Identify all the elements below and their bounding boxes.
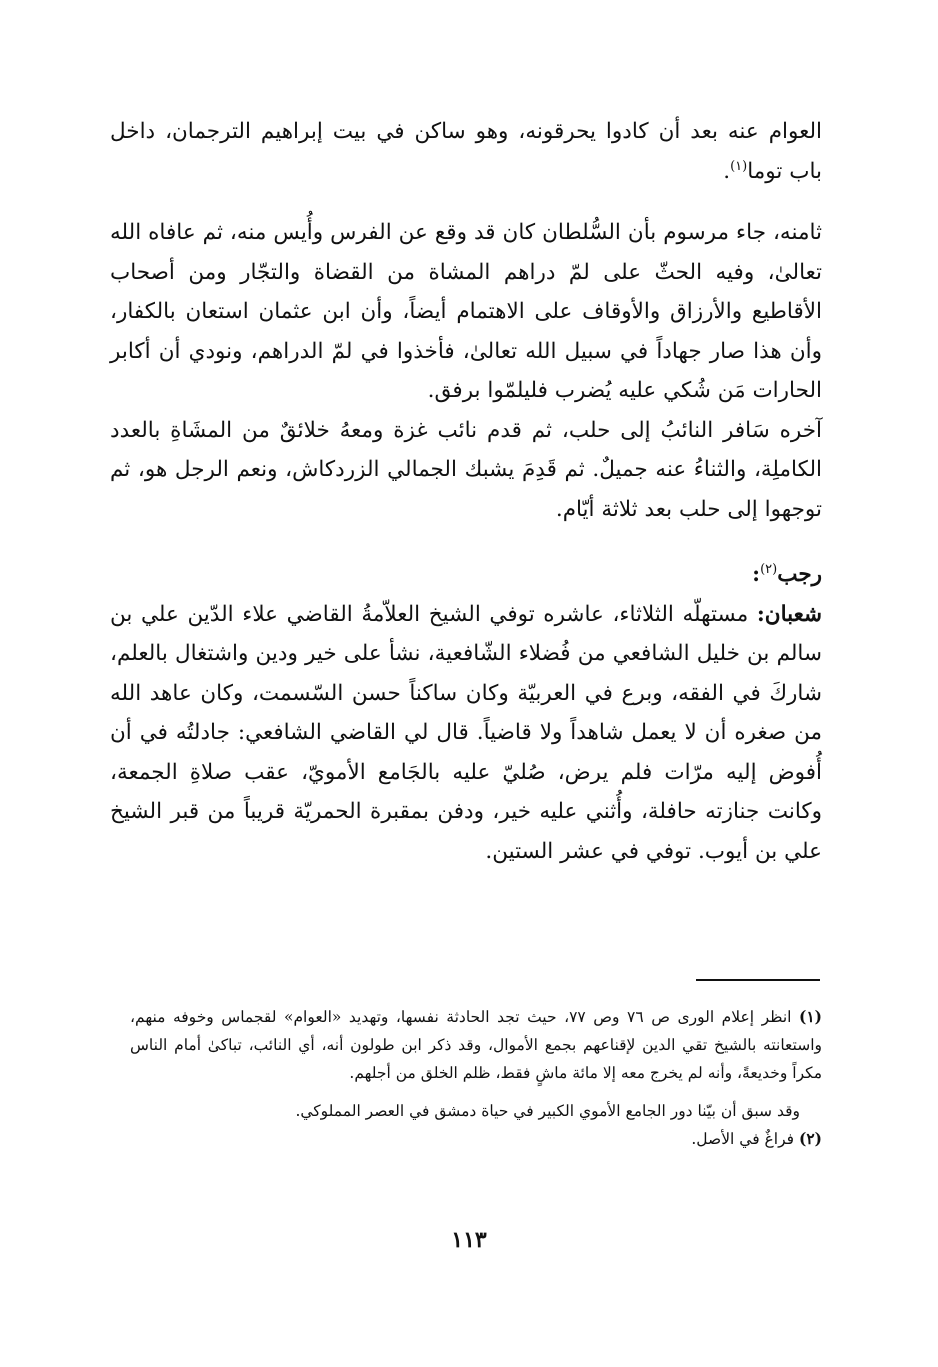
footnotes bbox=[130, 1003, 822, 1153]
main-text bbox=[110, 112, 822, 871]
footnote-ref-2: (٢) bbox=[760, 561, 778, 577]
footnote-2-number: (٢) bbox=[798, 1129, 822, 1148]
paragraph-end: . bbox=[723, 158, 731, 184]
footnote-divider bbox=[696, 979, 820, 981]
shaban-text: مستهلّه الثلاثاء، عاشره توفي الشيخ العلاّمةُ القاضي علاء الدّين علي بن سالم بن خليل الشافعي من فُضلاء الشّافعية، نشأ على خير ودين واشتغال بالعلم، شاركَ في الفقه، وبرع في العربيّة وكان ساكناً حسن السّسمت، وكان عاهد الله من صغره أن لا يعمل شاهداً ولا قاضياً. قال لي القاضي الشافعي: جادلتُه في أن أُفوض إليه مرّات فلم يرض، صُليّ عليه بالجَامع الأمويّ، عقب صلاةِ الجمعة، وكانت جنازته حافلة، وأُثني عليه خير، ودفن بمقبرة الحمريّة قريباً من قبر الشيخ علي بن أيوب. توفي في عشر الستين. bbox=[110, 601, 822, 864]
footnote-2-text: فراغٌ في الأصل. bbox=[691, 1130, 799, 1148]
footnote-1-number: (١) bbox=[798, 1007, 822, 1026]
paragraph-text: العوام عنه بعد أن كادوا يحرقونه، وهو ساكن في بيت إبراهيم الترجمان، داخل باب توما bbox=[110, 119, 822, 184]
paragraph-month-end: آخره سَافر النائبُ إلى حلب، ثم قدم نائب غزة ومعهُ خلائقٌ من المشَاةِ بالعدد الكاملِة، والثناءُ عنه جميلٌ. ثم قَدِمَ يشبك الجمالي الزردكاش، ونعم الرجل هو، ثم توجهوا إلى حلب بعد ثلاثة أيّام. bbox=[110, 417, 822, 522]
footnote-1 bbox=[130, 1003, 822, 1087]
footnote-1-extra: وقد سبق أن بيّنا دور الجامع الأموي الكبير في حياة دمشق في العصر المملوكي. bbox=[295, 1102, 800, 1120]
footnote-1-text: انظر إعلام الورى ص ٧٦ وص ٧٧، حيث تجد الحادثة نفسها، وتهديد «العوام» لقجماس وخوفه منهم، واستعانته بالشيخ تقي الدين لإقناعهم بجمع الأموال، وقد ذكر ابن طولون أنه، أي النائب، تباكىٰ أمام الناس مكراً وخديعةً، وأنه لم يخرج معه إلا مائة ماشٍ فقط، ظلم الخلق من أجلهم. bbox=[130, 1008, 822, 1082]
month-heading-rajab bbox=[110, 555, 822, 595]
paragraph-shaban bbox=[110, 595, 822, 872]
paragraph-continuation bbox=[110, 112, 822, 191]
rajab-colon: : bbox=[752, 562, 761, 587]
rajab-label: رجب bbox=[777, 562, 822, 587]
page-number: ١١٣ bbox=[451, 1227, 487, 1253]
footnote-2 bbox=[130, 1125, 822, 1153]
footnote-ref-1: (١) bbox=[730, 158, 748, 174]
paragraph-day-8: ثامنه، جاء مرسوم بأن السُّلطان كان قد وقع عن الفرس وأُيس منه، ثم عافاه الله تعالىٰ، وفيه الحثّ على لمّ دراهم المشاة من القضاة والتجّار ومن أصحاب الأقاطيع والأرزاق والأوقاف على الاهتمام أيضاً، وأن ابن عثمان استعان بالكفار، وأن هذا صار جهاداً في سبيل الله تعالىٰ، فأخذوا في لمّ الدراهم، ونودي أن أكابر الحارات مَن شُكي عليه يُضرب فليلمّوا برفق. bbox=[110, 220, 822, 403]
shaban-label: شعبان: bbox=[756, 601, 822, 627]
